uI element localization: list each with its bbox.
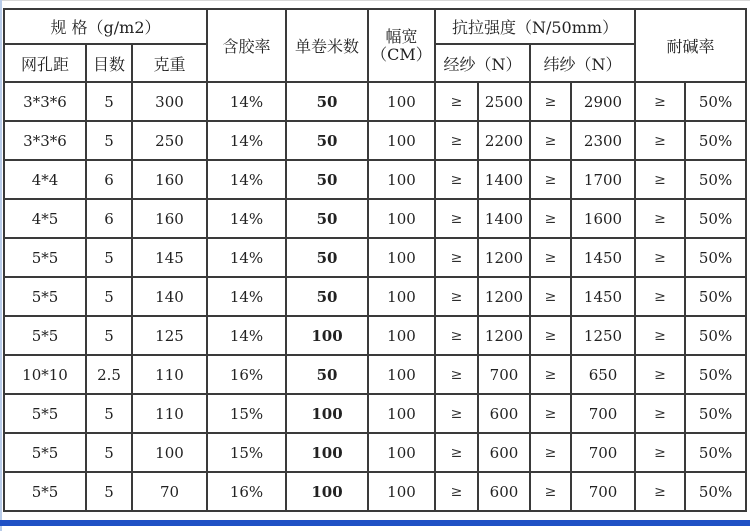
- cell-mesh-spacing: 5*5: [4, 472, 86, 511]
- cell-mesh-spacing: 5*5: [4, 238, 86, 277]
- cell-alkali-rate: 50%: [685, 472, 746, 511]
- gte-symbol: ≥: [530, 394, 571, 433]
- cell-glue-rate: 14%: [207, 199, 286, 238]
- cell-weft-strength: 1450: [571, 238, 635, 277]
- table-row: [4, 121, 746, 160]
- gte-symbol: ≥: [635, 82, 685, 121]
- cell-mesh-count: 5: [86, 238, 132, 277]
- cell-mesh-count: 5: [86, 277, 132, 316]
- cell-weft-strength: 1450: [571, 277, 635, 316]
- gte-symbol: ≥: [635, 160, 685, 199]
- cell-mesh-spacing: 4*4: [4, 160, 86, 199]
- cell-mesh-spacing: 3*3*6: [4, 82, 86, 121]
- cell-warp-strength: 600: [478, 394, 530, 433]
- cell-glue-rate: 16%: [207, 472, 286, 511]
- gte-symbol: ≥: [435, 316, 478, 355]
- gte-symbol: ≥: [530, 433, 571, 472]
- cell-mesh-spacing: 5*5: [4, 277, 86, 316]
- table-row: [4, 238, 746, 277]
- cell-roll-meters: 100: [286, 316, 368, 355]
- table-row: [4, 277, 746, 316]
- cell-fabric-width: 100: [368, 121, 435, 160]
- header-fabric-width-line1: 幅宽: [385, 26, 418, 46]
- gte-symbol: ≥: [435, 121, 478, 160]
- cell-weft-strength: 700: [571, 394, 635, 433]
- cell-mesh-count: 5: [86, 472, 132, 511]
- cell-warp-strength: 2200: [478, 121, 530, 160]
- cell-weight: 160: [132, 160, 207, 199]
- cell-mesh-spacing: 5*5: [4, 316, 86, 355]
- header-tensile-group: 抗拉强度（N/50mm）: [435, 9, 635, 44]
- gte-symbol: ≥: [635, 316, 685, 355]
- cell-warp-strength: 1200: [478, 238, 530, 277]
- header-spec-group: 规 格（g/m2）: [4, 9, 207, 44]
- gte-symbol: ≥: [635, 121, 685, 160]
- gte-symbol: ≥: [435, 277, 478, 316]
- cell-roll-meters: 100: [286, 433, 368, 472]
- gte-symbol: ≥: [530, 277, 571, 316]
- header-mesh-count: 目数: [86, 44, 132, 82]
- cell-mesh-count: 6: [86, 199, 132, 238]
- cell-warp-strength: 1400: [478, 199, 530, 238]
- cell-weight: 125: [132, 316, 207, 355]
- cell-roll-meters: 50: [286, 238, 368, 277]
- gte-symbol: ≥: [530, 355, 571, 394]
- cell-warp-strength: 1200: [478, 277, 530, 316]
- cell-weft-strength: 650: [571, 355, 635, 394]
- gte-symbol: ≥: [530, 316, 571, 355]
- cell-weft-strength: 1700: [571, 160, 635, 199]
- cell-roll-meters: 100: [286, 394, 368, 433]
- gte-symbol: ≥: [435, 160, 478, 199]
- header-fabric-width: [368, 9, 435, 82]
- gte-symbol: ≥: [635, 433, 685, 472]
- gte-symbol: ≥: [435, 433, 478, 472]
- header-mesh-spacing: 网孔距: [4, 44, 86, 82]
- cell-fabric-width: 100: [368, 82, 435, 121]
- header-glue-rate: 含胶率: [207, 9, 286, 82]
- gte-symbol: ≥: [435, 355, 478, 394]
- cell-fabric-width: 100: [368, 199, 435, 238]
- cell-weight: 70: [132, 472, 207, 511]
- gte-symbol: ≥: [635, 238, 685, 277]
- cell-roll-meters: 50: [286, 277, 368, 316]
- gte-symbol: ≥: [635, 472, 685, 511]
- cell-roll-meters: 50: [286, 355, 368, 394]
- cell-weft-strength: 700: [571, 472, 635, 511]
- cell-fabric-width: 100: [368, 160, 435, 199]
- cell-roll-meters: 50: [286, 121, 368, 160]
- cell-weight: 145: [132, 238, 207, 277]
- cell-warp-strength: 600: [478, 433, 530, 472]
- cell-fabric-width: 100: [368, 355, 435, 394]
- cell-mesh-count: 5: [86, 82, 132, 121]
- cell-roll-meters: 50: [286, 199, 368, 238]
- cell-mesh-spacing: 10*10: [4, 355, 86, 394]
- table-row: [4, 433, 746, 472]
- cell-glue-rate: 16%: [207, 355, 286, 394]
- cell-fabric-width: 100: [368, 433, 435, 472]
- cell-fabric-width: 100: [368, 316, 435, 355]
- cell-weight: 110: [132, 394, 207, 433]
- cell-alkali-rate: 50%: [685, 160, 746, 199]
- spec-table: [3, 8, 747, 512]
- cell-mesh-spacing: 4*5: [4, 199, 86, 238]
- cell-glue-rate: 14%: [207, 160, 286, 199]
- cell-weight: 250: [132, 121, 207, 160]
- cell-weft-strength: 1250: [571, 316, 635, 355]
- table-row: [4, 394, 746, 433]
- cell-fabric-width: 100: [368, 238, 435, 277]
- cell-glue-rate: 14%: [207, 316, 286, 355]
- gte-symbol: ≥: [530, 472, 571, 511]
- cell-alkali-rate: 50%: [685, 82, 746, 121]
- table-row: [4, 355, 746, 394]
- cell-alkali-rate: 50%: [685, 277, 746, 316]
- gte-symbol: ≥: [435, 394, 478, 433]
- cell-mesh-spacing: 5*5: [4, 433, 86, 472]
- gte-symbol: ≥: [435, 238, 478, 277]
- cell-alkali-rate: 50%: [685, 355, 746, 394]
- cell-glue-rate: 15%: [207, 394, 286, 433]
- gte-symbol: ≥: [435, 472, 478, 511]
- cell-alkali-rate: 50%: [685, 121, 746, 160]
- gte-symbol: ≥: [530, 199, 571, 238]
- cell-fabric-width: 100: [368, 277, 435, 316]
- cell-glue-rate: 14%: [207, 121, 286, 160]
- header-weight: 克重: [132, 44, 207, 82]
- header-fabric-width-line2: （CM）: [371, 44, 432, 64]
- cell-mesh-count: 6: [86, 160, 132, 199]
- gte-symbol: ≥: [530, 121, 571, 160]
- cell-glue-rate: 14%: [207, 82, 286, 121]
- cell-weight: 140: [132, 277, 207, 316]
- gte-symbol: ≥: [635, 199, 685, 238]
- cell-warp-strength: 600: [478, 472, 530, 511]
- cell-glue-rate: 14%: [207, 277, 286, 316]
- cell-alkali-rate: 50%: [685, 199, 746, 238]
- cell-weight: 160: [132, 199, 207, 238]
- cell-fabric-width: 100: [368, 394, 435, 433]
- table-row: [4, 82, 746, 121]
- cell-weft-strength: 1600: [571, 199, 635, 238]
- cell-mesh-count: 2.5: [86, 355, 132, 394]
- table-row: [4, 160, 746, 199]
- top-edge-line: [0, 0, 750, 1]
- cell-warp-strength: 700: [478, 355, 530, 394]
- header-warp: 经纱（N）: [435, 44, 530, 82]
- table-row: [4, 316, 746, 355]
- table-row: [4, 472, 746, 511]
- cell-warp-strength: 1200: [478, 316, 530, 355]
- header-alkali-resistance: 耐碱率: [635, 9, 746, 82]
- gte-symbol: ≥: [635, 394, 685, 433]
- cell-alkali-rate: 50%: [685, 394, 746, 433]
- cell-warp-strength: 2500: [478, 82, 530, 121]
- cell-mesh-spacing: 3*3*6: [4, 121, 86, 160]
- cell-mesh-spacing: 5*5: [4, 394, 86, 433]
- left-edge-line: [0, 0, 2, 531]
- cell-weft-strength: 2900: [571, 82, 635, 121]
- gte-symbol: ≥: [635, 355, 685, 394]
- gte-symbol: ≥: [435, 82, 478, 121]
- header-weft: 纬纱（N）: [530, 44, 635, 82]
- cell-fabric-width: 100: [368, 472, 435, 511]
- bottom-blue-bar: [0, 520, 750, 526]
- cell-weight: 300: [132, 82, 207, 121]
- gte-symbol: ≥: [435, 199, 478, 238]
- header-roll-meters: 单卷米数: [286, 9, 368, 82]
- cell-mesh-count: 5: [86, 394, 132, 433]
- cell-alkali-rate: 50%: [685, 238, 746, 277]
- gte-symbol: ≥: [530, 238, 571, 277]
- cell-mesh-count: 5: [86, 316, 132, 355]
- table-row: [4, 199, 746, 238]
- gte-symbol: ≥: [635, 277, 685, 316]
- cell-mesh-count: 5: [86, 121, 132, 160]
- header-row-1: [4, 9, 746, 44]
- gte-symbol: ≥: [530, 160, 571, 199]
- cell-weight: 110: [132, 355, 207, 394]
- cell-alkali-rate: 50%: [685, 316, 746, 355]
- cell-roll-meters: 50: [286, 82, 368, 121]
- cell-warp-strength: 1400: [478, 160, 530, 199]
- cell-glue-rate: 14%: [207, 238, 286, 277]
- gte-symbol: ≥: [530, 82, 571, 121]
- cell-alkali-rate: 50%: [685, 433, 746, 472]
- cell-roll-meters: 50: [286, 160, 368, 199]
- cell-weight: 100: [132, 433, 207, 472]
- cell-weft-strength: 2300: [571, 121, 635, 160]
- cell-mesh-count: 5: [86, 433, 132, 472]
- cell-roll-meters: 100: [286, 472, 368, 511]
- cell-glue-rate: 15%: [207, 433, 286, 472]
- cell-weft-strength: 700: [571, 433, 635, 472]
